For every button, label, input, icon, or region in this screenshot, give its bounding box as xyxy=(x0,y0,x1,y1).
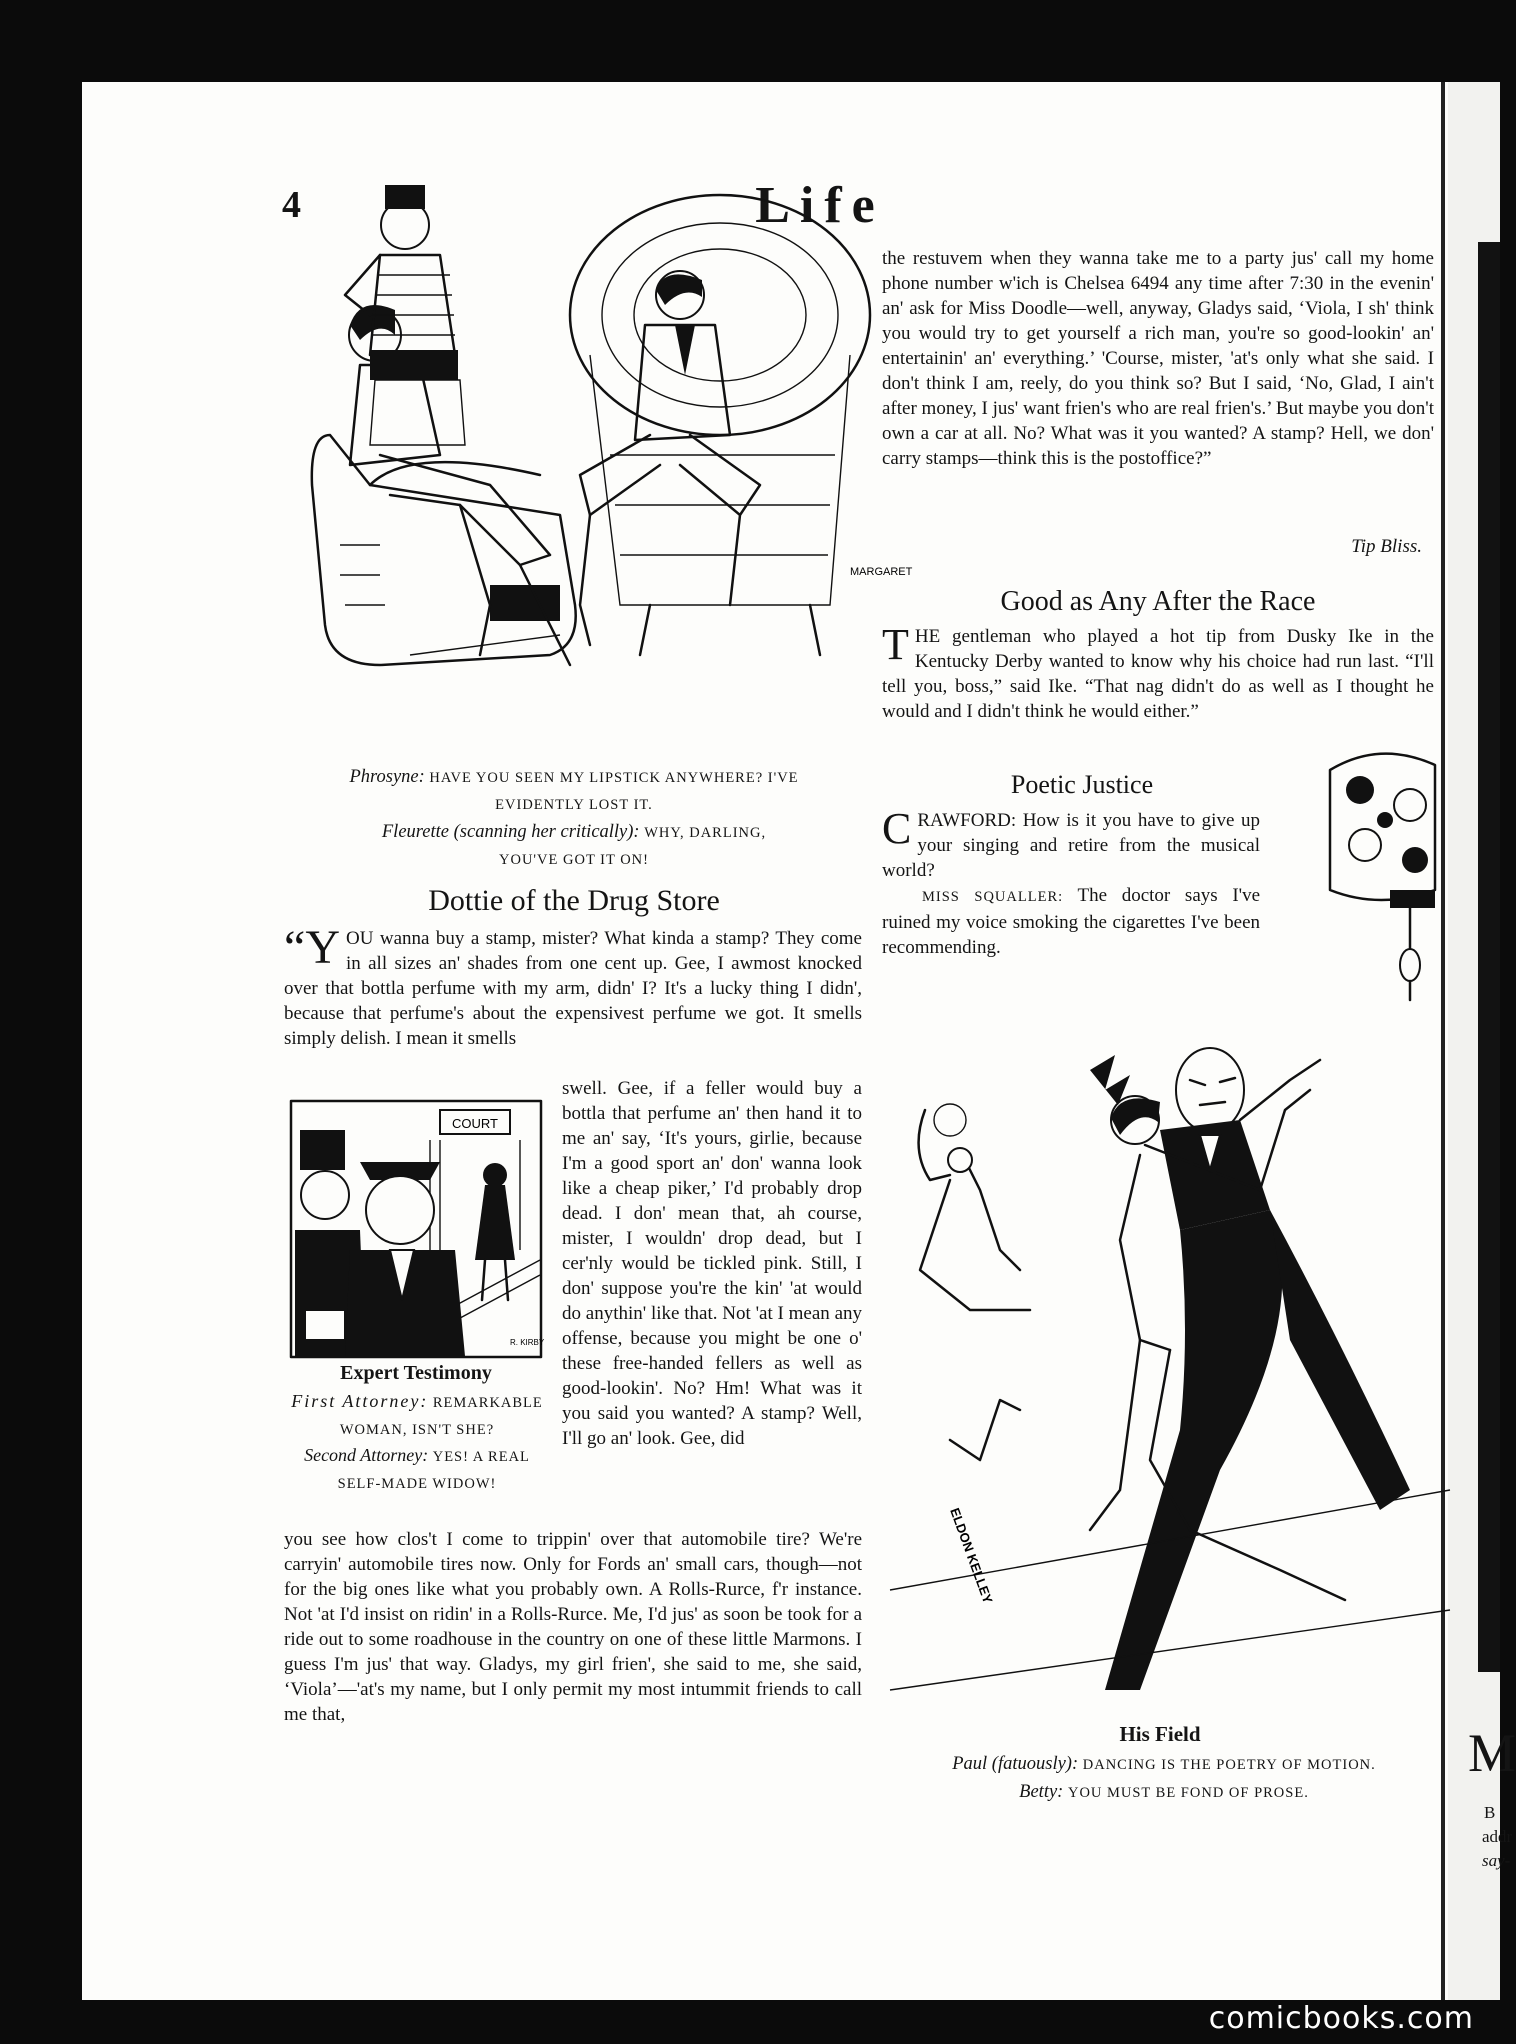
next-page-big-letter: M xyxy=(1468,1723,1516,1783)
poetic-speaker: MISS SQUALLER: xyxy=(922,889,1064,905)
seated-woman-right xyxy=(580,271,760,645)
caption-speaker: Phrosyne: xyxy=(349,767,425,787)
attorney-right xyxy=(345,1162,465,1356)
caption-text: WHY, DARLING, xyxy=(644,825,767,841)
dottie-continued: you see how clos't I come to trippin' over that automobile tire? We're carryin' automobile tires now. Only for Fords an' small cars, though—not for the big ones like what you probably own. A Rolls-Rurce, f'r instance. Not 'at I'd insist on ridin' in a Rolls-Rurce. Me, I'd jus' as soon be took for a ride out to some roadhouse in the country on one of these little Marmons. I guess I'm jus' that way. Gladys, my girl frien', she said to me, she said, ‘Viola’—'at's my name, but I only permit my most intummit friends to call me that, xyxy=(284,1529,862,1725)
masthead: Life xyxy=(755,177,885,234)
expert-testimony-caption xyxy=(288,1389,546,1497)
drop-cap: C xyxy=(882,804,912,853)
drop-cap: T xyxy=(882,620,909,669)
poetic-body xyxy=(882,804,1260,960)
widow-figure xyxy=(475,1163,515,1300)
poetic-text: RAWFORD: How is it you have to give up your singing and retire from the musical world? xyxy=(882,810,1260,881)
his-field-caption xyxy=(888,1751,1440,1807)
his-field-title: His Field xyxy=(1119,1722,1201,1746)
lamp-illustration xyxy=(1320,750,1440,1010)
caption-text: HAVE YOU SEEN MY LIPSTICK ANYWHERE? I'VE xyxy=(429,770,799,786)
caption-text: REMARKABLE WOMAN, ISN'T SHE? xyxy=(339,1395,543,1438)
fashion-caption xyxy=(284,764,864,874)
dottie-conclusion: the restuvem when they wanna take me to a party jus' call my home phone number w'ich is Chelsea 6494 any time after 7:30 in the evenin' an' ask for Miss Doodle—well, anyway, Gladys said, ‘Viola, I sh' think you would try to get yourself a rich man, you're so good-lookin' an' entertainin' an' everything.’ 'Course, mister, 'at's only what she said. I don't think I am, reely, do you think so? But I said, ‘No, Glad, I ain't after money, I jus' want frien's who are real frien's.’ But maybe you don't own a car at all. No? What was it you wanted? A stamp? Hell, we don' carry stamps—think this is the postoffice?” xyxy=(882,248,1434,469)
armchair xyxy=(312,435,576,665)
race-body xyxy=(882,620,1434,724)
watermark: comicbooks.com xyxy=(1208,2001,1474,2036)
caption-text: DANCING IS THE POETRY OF MOTION. xyxy=(1082,1757,1376,1773)
expert-testimony-title: Expert Testimony xyxy=(340,1362,492,1384)
caption-speaker: Fleurette (scanning her critically): xyxy=(381,822,640,842)
next-page-fragment: say- xyxy=(1482,1851,1511,1870)
poetic-text: The doctor says I've ruined my voice smoking the cigarettes I've been recommending. xyxy=(882,885,1260,958)
artist-signature: ELDON KELLEY xyxy=(947,1505,996,1606)
dottie-column-text: swell. Gee, if a feller would buy a bottla that perfume an' then hand it to me an' say, ‘It's yours, girlie, because I'm a good sport an' don' wanna look like a cheap piker,’ I'd probably drop dead. I don' mean that, ah course, mister, I wouldn' drop dead, but I cer'nly would be tickled pink. Still, I don' suppose you're the kin' 'at would do anythin' like that. Not 'at I mean any offense, because you might be one o' these free-handed fellers as well as good-lookin'. No? Hm! What was it you said you wanted? A stamp? Well, I'll go an' look. Gee, did xyxy=(562,1078,862,1449)
caption-speaker: Betty: xyxy=(1019,1782,1064,1802)
expert-testimony-cartoon xyxy=(290,1100,545,1358)
dottie-byline: Tip Bliss. xyxy=(1351,536,1422,557)
race-title: Good as Any After the Race xyxy=(1000,586,1316,617)
caption-text: YOU MUST BE FOND OF PROSE. xyxy=(1067,1785,1309,1801)
caption-speaker: First Attorney: xyxy=(291,1391,429,1411)
his-field-illustration xyxy=(890,1010,1450,1710)
dottie-text: OU wanna buy a stamp, mister? What kinda a stamp? They come in all sizes an' shades from one cent up. Gee, I awmost knocked over that bottla perfume with my arm, didn' I? It's a lucky thing I didn', because that perfume's about the expensivest perfume we got. It smells simply delish. I mean it smells xyxy=(284,928,862,1049)
background-onlooker xyxy=(919,1104,1030,1460)
dottie-intro xyxy=(284,921,862,1051)
court-sign: COURT xyxy=(452,1116,498,1131)
fashion-signature: MARGARET xyxy=(850,566,913,578)
caption-text: YES! A REAL SELF-MADE WIDOW! xyxy=(337,1449,530,1492)
caption-text: YOU'VE GOT IT ON! xyxy=(499,852,649,868)
next-page-fragment: B xyxy=(1484,1803,1496,1822)
poetic-title: Poetic Justice xyxy=(1010,770,1154,799)
dottie-title: Dottie of the Drug Store xyxy=(428,884,720,917)
next-page-edge xyxy=(1448,82,1516,2000)
drop-cap: “Y xyxy=(284,921,340,974)
next-page-photo xyxy=(1478,242,1500,1672)
next-page-fragment: addr xyxy=(1482,1827,1513,1846)
caption-speaker: Paul (fatuously): xyxy=(952,1754,1079,1774)
wicker-chair xyxy=(570,195,870,655)
dancing-man xyxy=(1105,1048,1410,1690)
caption-text: EVIDENTLY LOST IT. xyxy=(495,797,653,813)
caption-speaker: Second Attorney: xyxy=(304,1445,429,1465)
fashion-illustration xyxy=(290,185,913,765)
page-number: 4 xyxy=(282,184,301,226)
cartoon-signature: R. KIRBY xyxy=(510,1338,545,1347)
race-text: HE gentleman who played a hot tip from Dusky Ike in the Kentucky Derby wanted to know why his choice had run last. “I'll tell you, boss,” said Ike. “That nag didn't do as well as I thought he would and I didn't think he would either.” xyxy=(882,626,1434,722)
